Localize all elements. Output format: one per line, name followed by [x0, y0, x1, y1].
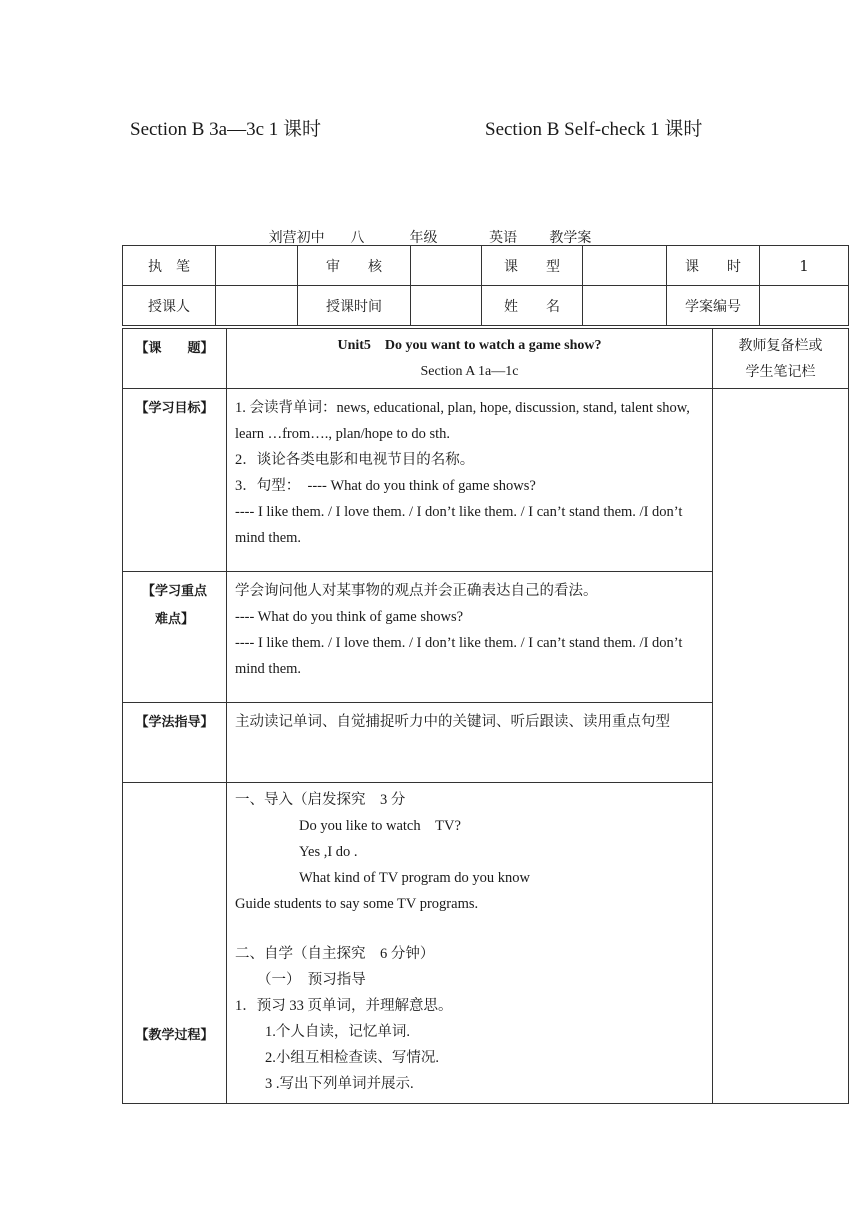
info-table — [122, 245, 849, 326]
process-dialog-3: What kind of TV program do you know — [299, 870, 531, 886]
goals-line-2: learn …from…., plan/hope to do sth. — [235, 426, 451, 442]
label-name: 姓 名 — [482, 286, 583, 326]
key-points-label-2: 难点】 — [154, 612, 194, 627]
key-points-content — [227, 572, 713, 703]
caption-school: 刘营初中 — [268, 230, 325, 246]
process-step-2: 2.小组互相检查读、写情况. — [265, 1050, 439, 1066]
label-lesson-time: 授课时间 — [298, 286, 411, 326]
key-points-line-4: mind them. — [235, 661, 302, 677]
value-lesson-type — [583, 246, 667, 286]
goals-line-1: 1. 会读背单词：news, educational, plan, hope, discussion, stand, talent show, — [235, 400, 690, 416]
value-lesson-time — [411, 286, 482, 326]
process-step-1: 1.个人自读，记忆单词. — [265, 1024, 410, 1040]
key-points-line-2: ---- What do you think of game shows? — [235, 609, 464, 625]
notes-column — [713, 389, 849, 1104]
process-section1-title: 一、导入（启发探究 3 分 — [235, 792, 406, 808]
key-points-line-1: 学会询问他人对某事物的观点并会正确表达自己的看法。 — [235, 583, 598, 599]
goals-label: 【学习目标】 — [123, 389, 227, 572]
notes-label-2: 学生笔记栏 — [745, 364, 816, 380]
goals-line-6: mind them. — [235, 530, 302, 546]
caption-grade-unit: 年级 — [409, 230, 438, 246]
caption-doc-type: 教学案 — [549, 230, 592, 246]
info-row-2 — [123, 286, 849, 326]
goals-line-3: 2．谈论各类电影和电视节目的名称。 — [235, 452, 475, 468]
value-reviewer — [411, 246, 482, 286]
caption-grade: 八 — [350, 230, 365, 246]
topic-subtitle: Section A 1a—1c — [420, 364, 519, 379]
topic-label: 【课 题】 — [123, 329, 227, 389]
topic-title: Unit5 Do you want to watch a game show? — [337, 338, 602, 353]
key-points-label — [123, 572, 227, 703]
process-sub-title: （一） 预习指导 — [257, 972, 366, 988]
notes-header — [713, 329, 849, 389]
process-section2-title: 二、自学（自主探究 6 分钟） — [235, 946, 435, 962]
process-label: 【教学过程】 — [123, 783, 227, 1104]
topic-cell — [227, 329, 713, 389]
process-item-1: 1．预习 33 页单词，并理解意思。 — [235, 998, 453, 1014]
value-writer — [216, 246, 298, 286]
value-name — [583, 286, 667, 326]
value-teacher — [216, 286, 298, 326]
heading-left: Section B 3a—3c 1 课时 — [130, 119, 322, 140]
goals-content — [227, 389, 713, 572]
caption-subject: 英语 — [489, 230, 518, 246]
method-text: 主动读记单词、自觉捕捉听力中的关键词、听后跟读、读用重点句型 — [235, 714, 670, 730]
heading-right: Section B Self-check 1 课时 — [485, 119, 703, 140]
process-step-3: 3 .写出下列单词并展示. — [265, 1076, 414, 1092]
label-reviewer: 审 核 — [298, 246, 411, 286]
label-teacher: 授课人 — [123, 286, 216, 326]
info-row-1 — [123, 246, 849, 286]
label-writer: 执 笔 — [123, 246, 216, 286]
process-guide: Guide students to say some TV programs. — [235, 896, 479, 912]
goals-row — [123, 389, 849, 572]
label-periods: 课 时 — [667, 246, 760, 286]
method-content — [227, 703, 713, 783]
value-plan-number — [760, 286, 849, 326]
goals-line-4: 3．句型： ---- What do you think of game shows? — [235, 478, 536, 494]
table-caption — [0, 227, 860, 247]
label-lesson-type: 课 型 — [482, 246, 583, 286]
process-dialog-1: Do you like to watch TV? — [299, 818, 461, 834]
goals-line-5: ---- I like them. / I love them. / I don’t like them. / I can’t stand them. /I don’t — [235, 504, 683, 520]
process-spacer — [235, 917, 706, 941]
topic-row — [123, 329, 849, 389]
process-content — [227, 783, 713, 1104]
lesson-table — [122, 328, 849, 1104]
method-label: 【学法指导】 — [123, 703, 227, 783]
key-points-line-3: ---- I like them. / I love them. / I don’t like them. / I can’t stand them. /I don’t — [235, 635, 683, 651]
key-points-label-1: 【学习重点 — [141, 584, 207, 599]
value-periods: 1 — [760, 246, 849, 286]
process-dialog-2: Yes ,I do . — [299, 844, 358, 860]
notes-label-1: 教师复备栏或 — [738, 338, 823, 354]
label-plan-number: 学案编号 — [667, 286, 760, 326]
